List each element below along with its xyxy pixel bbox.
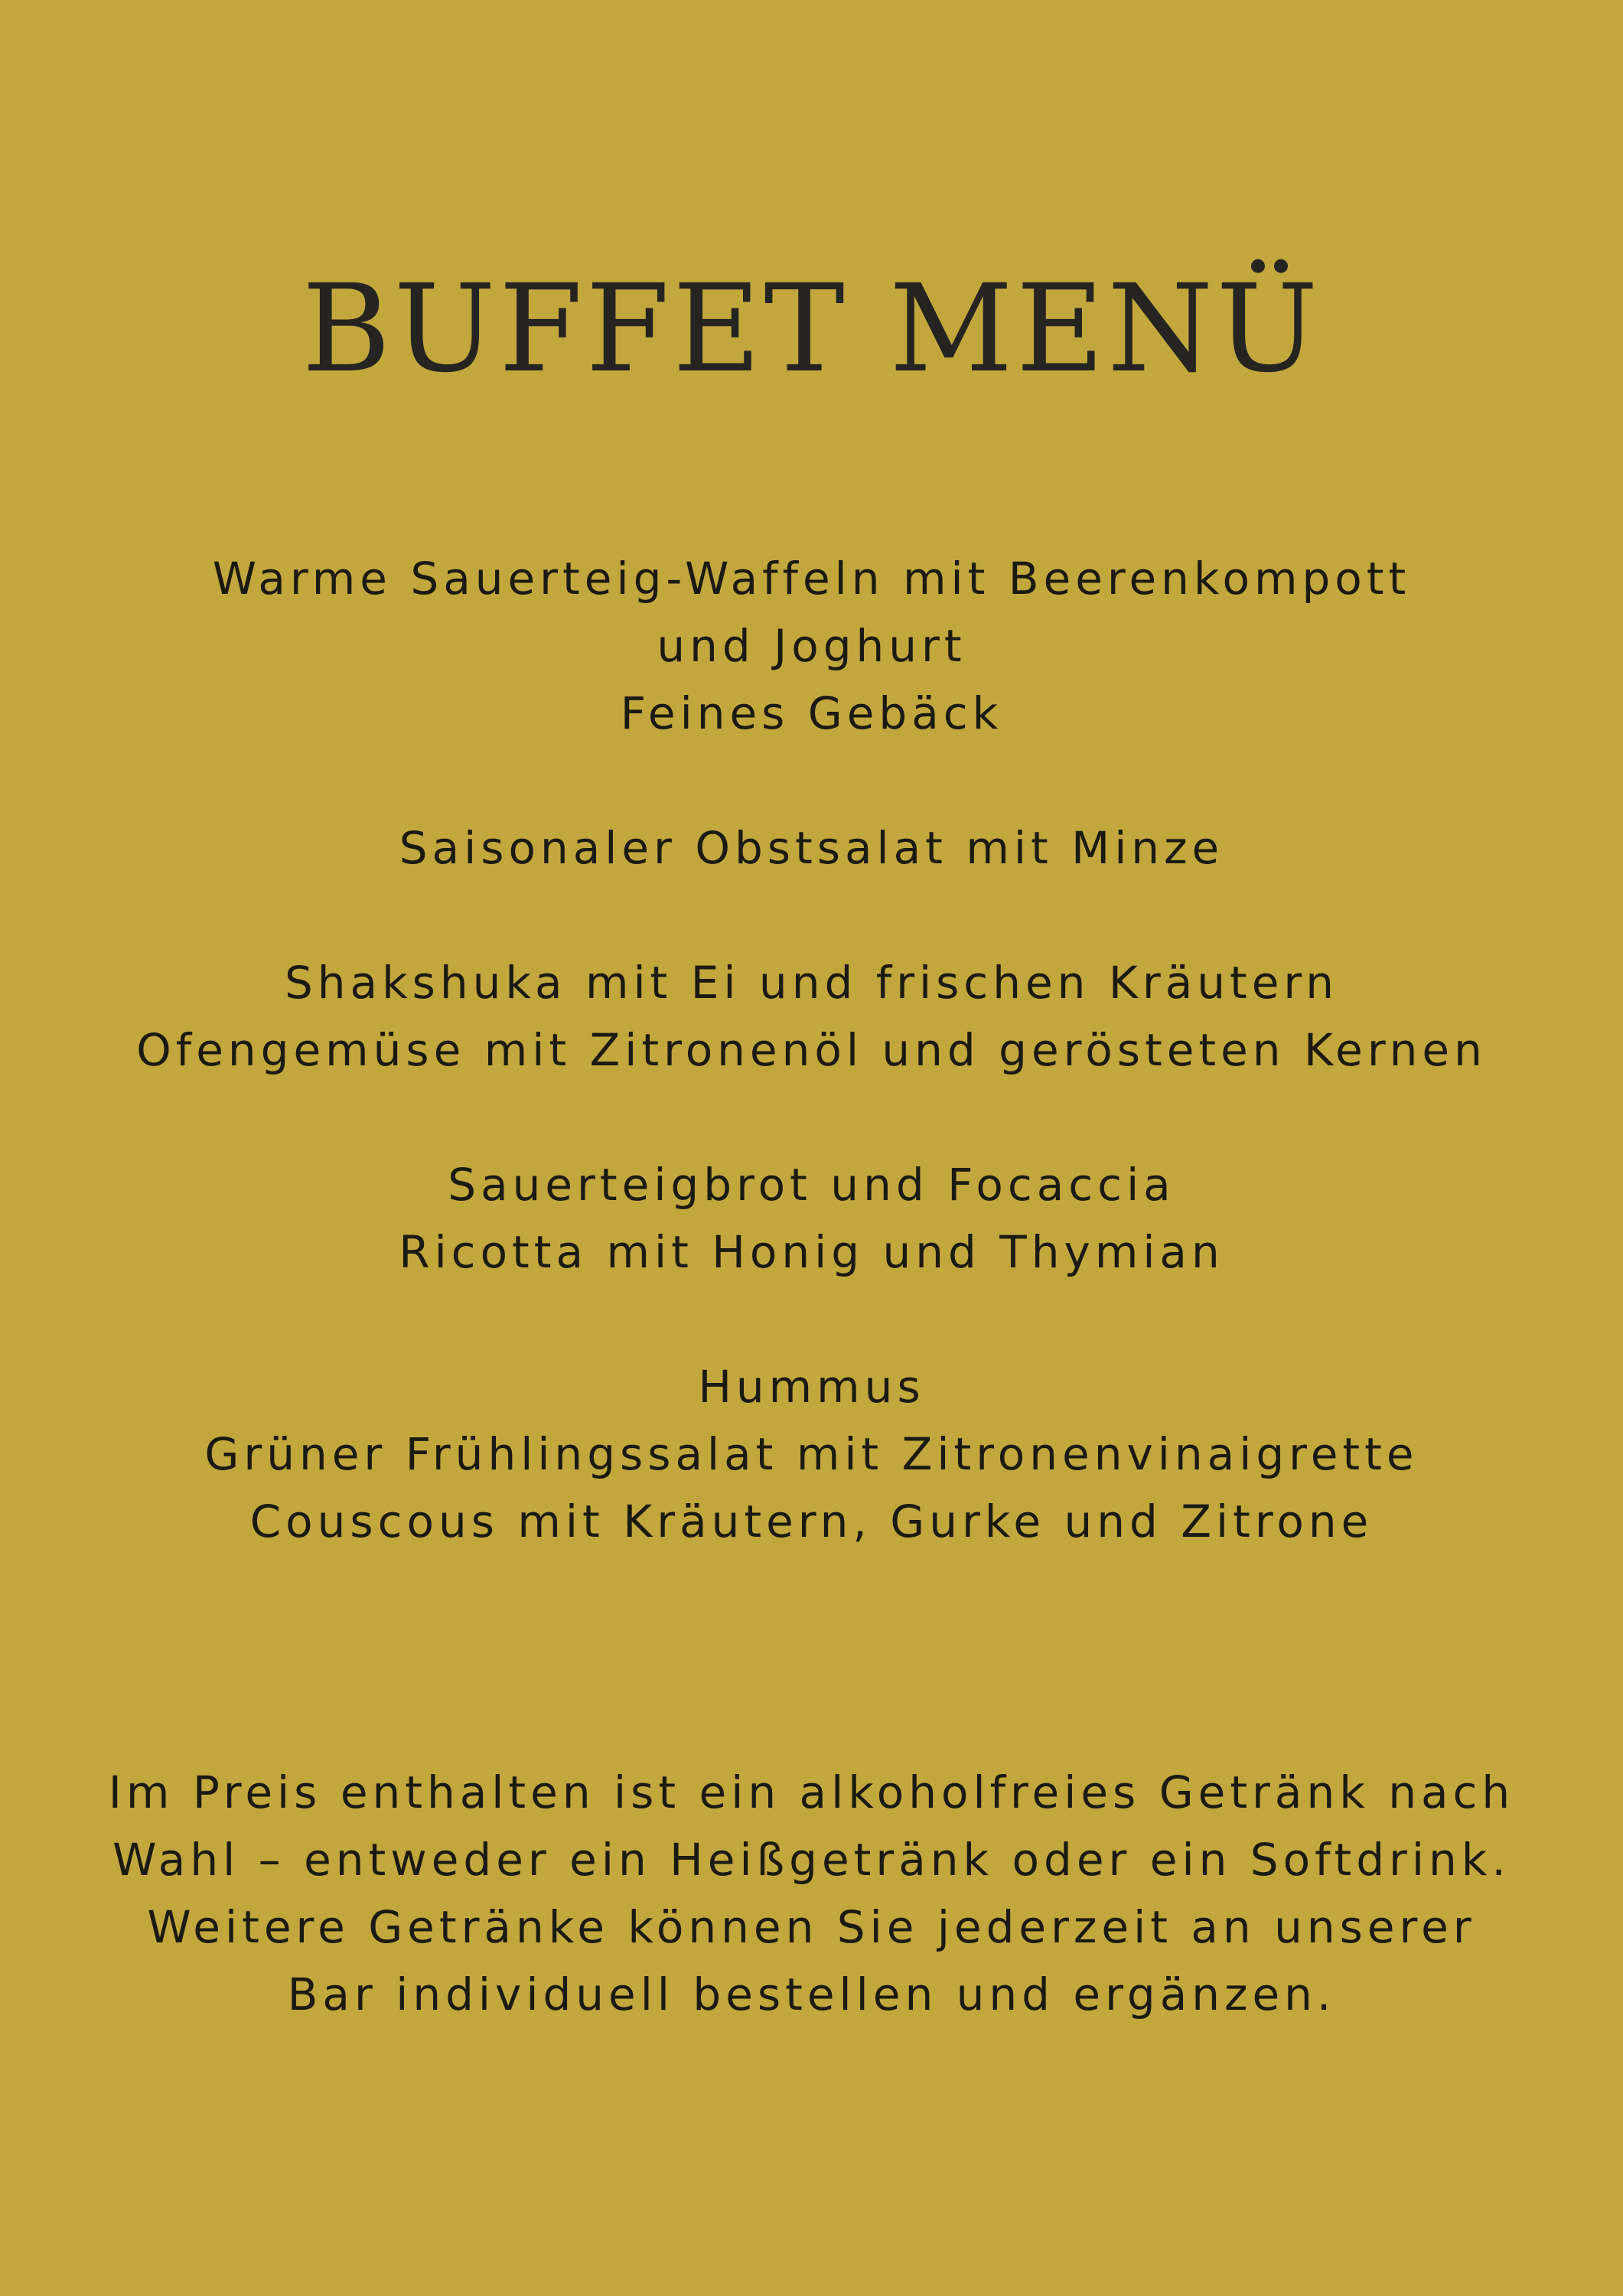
menu-item: Warme Sauerteig-Waffeln mit Beerenkompott <box>212 553 1411 605</box>
note-line: Im Preis enthalten ist ein alkoholfreies Getränk nach <box>108 1766 1515 1818</box>
note-line: Weitere Getränke können Sie jederzeit an unserer <box>147 1901 1476 1953</box>
note-line: Wahl – entweder ein Heißgetränk oder ein Softdrink. <box>112 1834 1511 1886</box>
menu-item: Sauerteigbrot und Focaccia <box>448 1159 1175 1211</box>
menu-item: Ricotta mit Honig und Thymian <box>399 1226 1224 1278</box>
menu-item: Saisonaler Obstsalat mit Minze <box>399 822 1224 874</box>
menu-item: Hummus <box>698 1361 925 1413</box>
menu-title: BUFFET MENÜ <box>301 259 1322 400</box>
note-line: Bar individuell bestellen und ergänzen. <box>287 1968 1336 2020</box>
menu-item: Ofengemüse mit Zitronenöl und gerösteten Kernen <box>136 1024 1487 1076</box>
menu-item: Feines Gebäck <box>620 687 1003 739</box>
menu-group-fruit <box>0 814 1623 882</box>
menu-item: Grüner Frühlingssalat mit Zitronenvinaigrette <box>204 1428 1419 1480</box>
drinks-note <box>0 1759 1623 2028</box>
menu-item: Couscous mit Kräutern, Gurke und Zitrone <box>249 1495 1374 1548</box>
menu-group-warm <box>0 949 1623 1084</box>
menu-item: und Joghurt <box>657 620 966 672</box>
menu-group-salads <box>0 1353 1623 1555</box>
menu-item: Shakshuka mit Ei und frischen Kräutern <box>284 957 1339 1009</box>
menu-group-bread <box>0 1151 1623 1286</box>
menu-list <box>0 545 1623 1623</box>
menu-group-breakfast <box>0 545 1623 747</box>
